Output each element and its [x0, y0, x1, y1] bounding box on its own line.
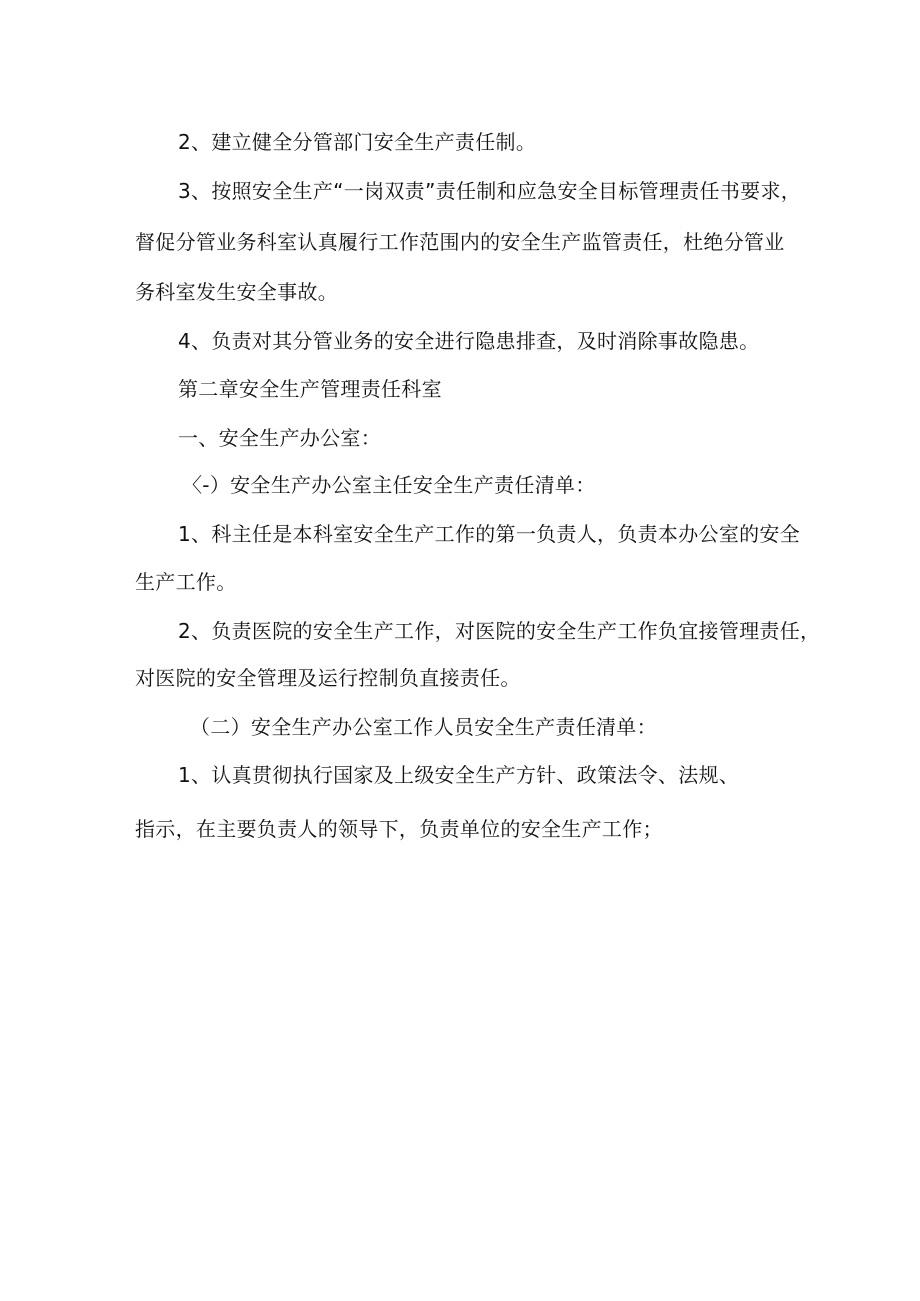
text-line: 1、认真贯彻执行国家及上级安全生产方针、政策法令、法规、 — [178, 763, 740, 787]
subsection-heading: 〈-）安全生产办公室主任安全生产责任清单： — [182, 473, 596, 497]
text-line: 2、建立健全分管部门安全生产责任制。 — [178, 130, 537, 154]
text-line: 务科室发生安全事故。 — [135, 280, 338, 304]
text-line: 2、负责医院的安全生产工作，对医院的安全生产工作负宜接管理责任， — [178, 619, 821, 643]
text-line: 对医院的安全管理及运行控制负直接责任。 — [135, 666, 521, 690]
subsection-heading: （二）安全生产办公室工作人员安全生产责任清单： — [190, 715, 657, 739]
text-line: 督促分管业务科室认真履行工作范围内的安全生产监管责任，杜绝分管业 — [135, 230, 785, 254]
text-line: 4、负责对其分管业务的安全进行隐患排查，及时消除事故隐患。 — [178, 329, 760, 353]
text-line: 1、科主任是本科室安全生产工作的第一负责人，负责本办公室的安全 — [178, 522, 801, 546]
chapter-heading: 第二章安全生产管理责任科室 — [178, 377, 442, 401]
text-line: 指示，在主要负责人的领导下，负责单位的安全生产工作； — [135, 817, 663, 841]
section-heading: 一、安全生产办公室： — [178, 426, 381, 450]
text-line: 生产工作。 — [135, 570, 237, 594]
text-line: 3、按照安全生产“一岗双责”责任制和应急安全目标管理责任书要求， — [178, 179, 802, 203]
